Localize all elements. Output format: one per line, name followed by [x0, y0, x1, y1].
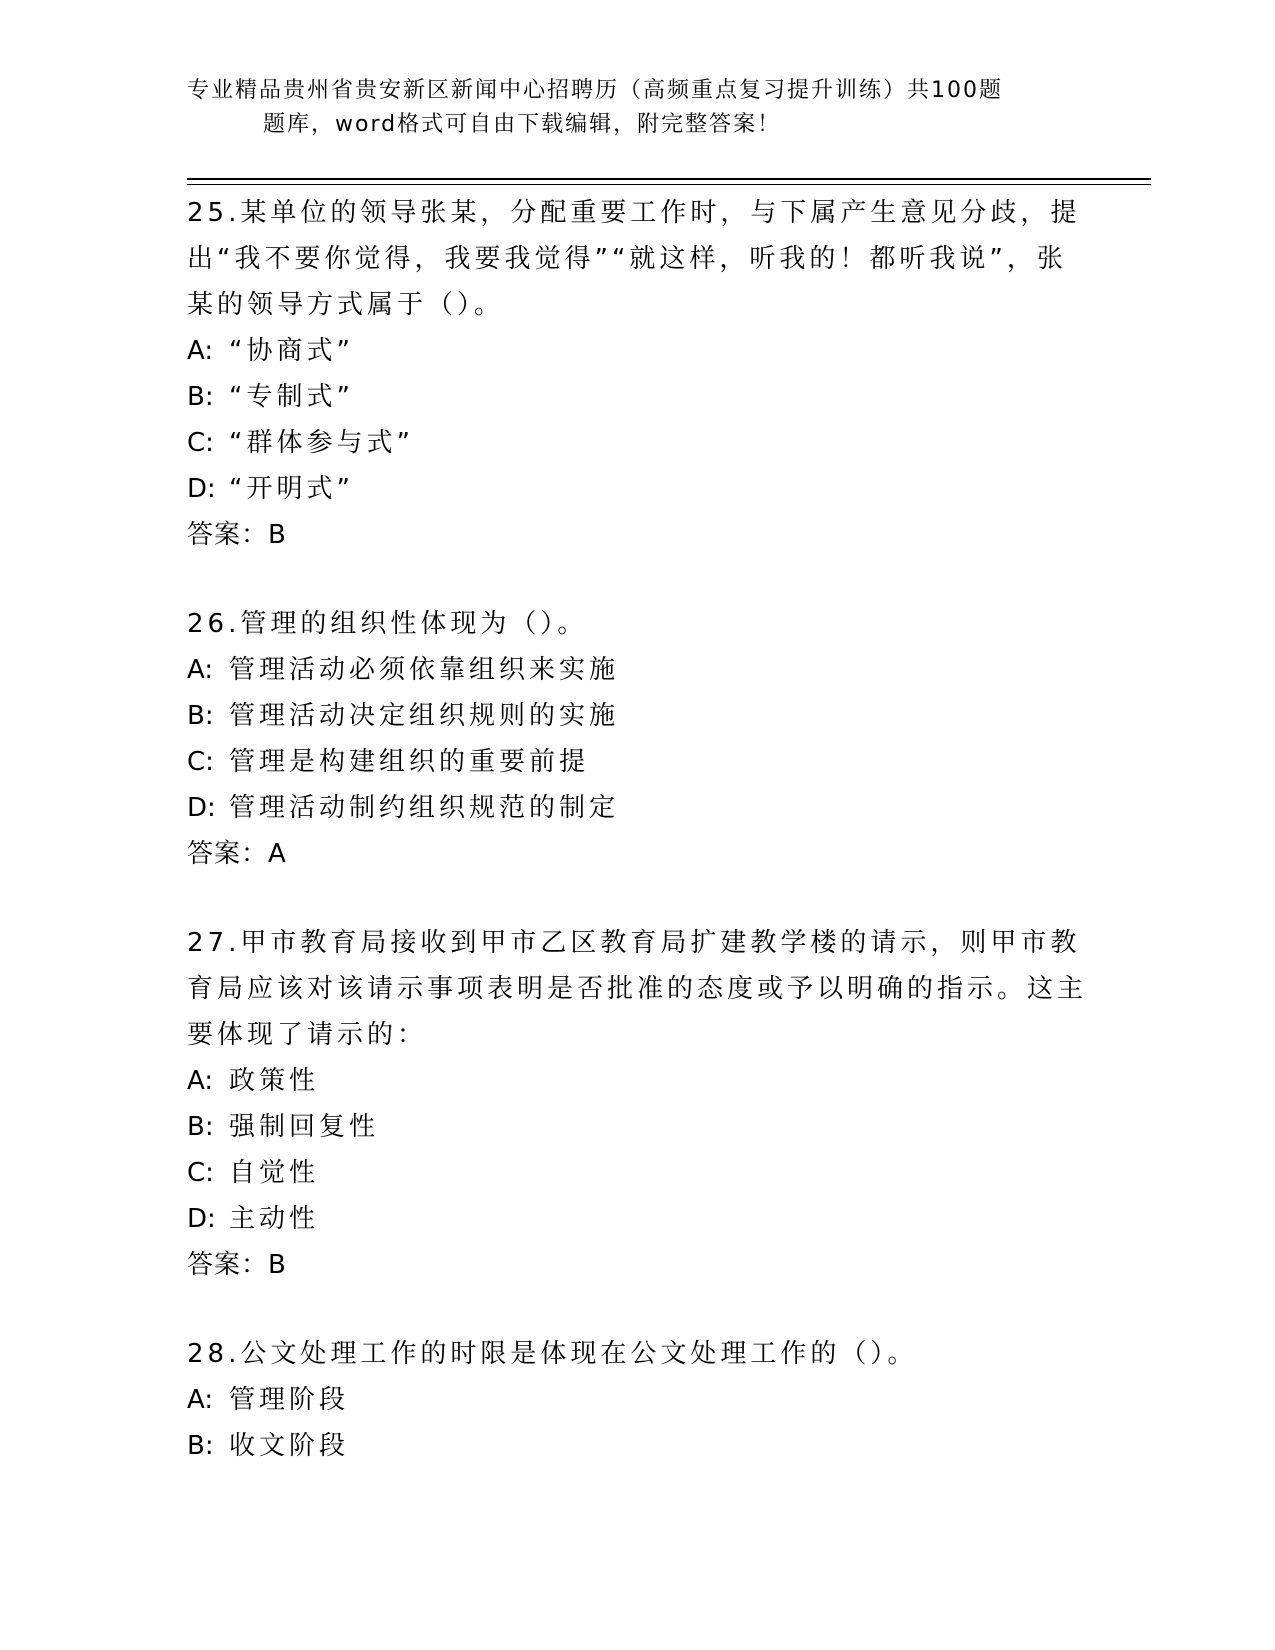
option-letter: A: — [187, 655, 214, 685]
option-letter: D: — [187, 1204, 216, 1234]
question-list — [187, 190, 1087, 1512]
option-text: 管理活动决定组织规则的实施 — [229, 701, 620, 731]
option-letter: D: — [187, 474, 216, 504]
answer-line: 答案：B — [187, 520, 287, 550]
option-a — [187, 1058, 1087, 1104]
option-a — [187, 328, 1087, 374]
question-text: 26.管理的组织性体现为（）。 — [187, 609, 588, 639]
option-d — [187, 1196, 1087, 1242]
document-header — [187, 74, 1047, 142]
question-text: 25.某单位的领导张某，分配重要工作时，与下属产生意见分歧，提出“我不要你觉得，我要我觉得”“就这样，听我的！都听我说”，张某的领导方式属于（）。 — [187, 198, 1081, 320]
question-text: 27.甲市教育局接收到甲市乙区教育局扩建教学楼的请示，则甲市教育局应该对该请示事项表明是否批准的态度或予以明确的指示。这主要体现了请示的： — [187, 928, 1088, 1050]
option-letter: C: — [187, 1158, 214, 1188]
question-item — [187, 190, 1087, 558]
header-title-line1: 专业精品贵州省贵安新区新闻中心招聘历（高频重点复习提升训练）共100题 — [187, 78, 1003, 103]
option-a — [187, 1377, 1087, 1423]
option-b — [187, 1104, 1087, 1150]
option-a — [187, 647, 1087, 693]
header-divider-thick — [187, 178, 1151, 180]
option-letter: B: — [187, 701, 214, 731]
option-letter: A: — [187, 336, 214, 366]
option-text: 管理活动必须依靠组织来实施 — [229, 655, 620, 685]
option-letter: B: — [187, 1431, 214, 1461]
option-text: 管理活动制约组织规范的制定 — [229, 793, 620, 823]
option-text: “群体参与式” — [229, 428, 414, 458]
option-text: 强制回复性 — [229, 1112, 380, 1142]
answer-line: 答案：B — [187, 1250, 287, 1280]
option-b — [187, 693, 1087, 739]
option-letter: B: — [187, 1112, 214, 1142]
option-d — [187, 466, 1087, 512]
option-text: “专制式” — [229, 382, 354, 412]
answer-line: 答案：A — [187, 839, 287, 869]
option-text: 主动性 — [229, 1204, 320, 1234]
question-item — [187, 920, 1087, 1288]
option-letter: C: — [187, 747, 214, 777]
option-c — [187, 1150, 1087, 1196]
option-text: 自觉性 — [229, 1158, 320, 1188]
option-letter: D: — [187, 793, 216, 823]
header-title-line2: 题库，word格式可自由下载编辑，附完整答案！ — [263, 112, 782, 137]
option-c — [187, 420, 1087, 466]
question-text: 28.公文处理工作的时限是体现在公文处理工作的（）。 — [187, 1339, 918, 1369]
option-text: “开明式” — [229, 474, 354, 504]
option-text: 管理是构建组织的重要前提 — [229, 747, 590, 777]
option-letter: B: — [187, 382, 214, 412]
header-divider-thin — [187, 184, 1151, 185]
question-item — [187, 601, 1087, 877]
option-text: 政策性 — [229, 1066, 320, 1096]
option-text: “协商式” — [229, 336, 354, 366]
option-d — [187, 785, 1087, 831]
option-text: 收文阶段 — [229, 1431, 350, 1461]
option-b — [187, 1423, 1087, 1469]
option-text: 管理阶段 — [229, 1385, 350, 1415]
option-letter: A: — [187, 1385, 214, 1415]
option-letter: A: — [187, 1066, 214, 1096]
option-b — [187, 374, 1087, 420]
option-c — [187, 739, 1087, 785]
question-item — [187, 1331, 1087, 1469]
option-letter: C: — [187, 428, 214, 458]
